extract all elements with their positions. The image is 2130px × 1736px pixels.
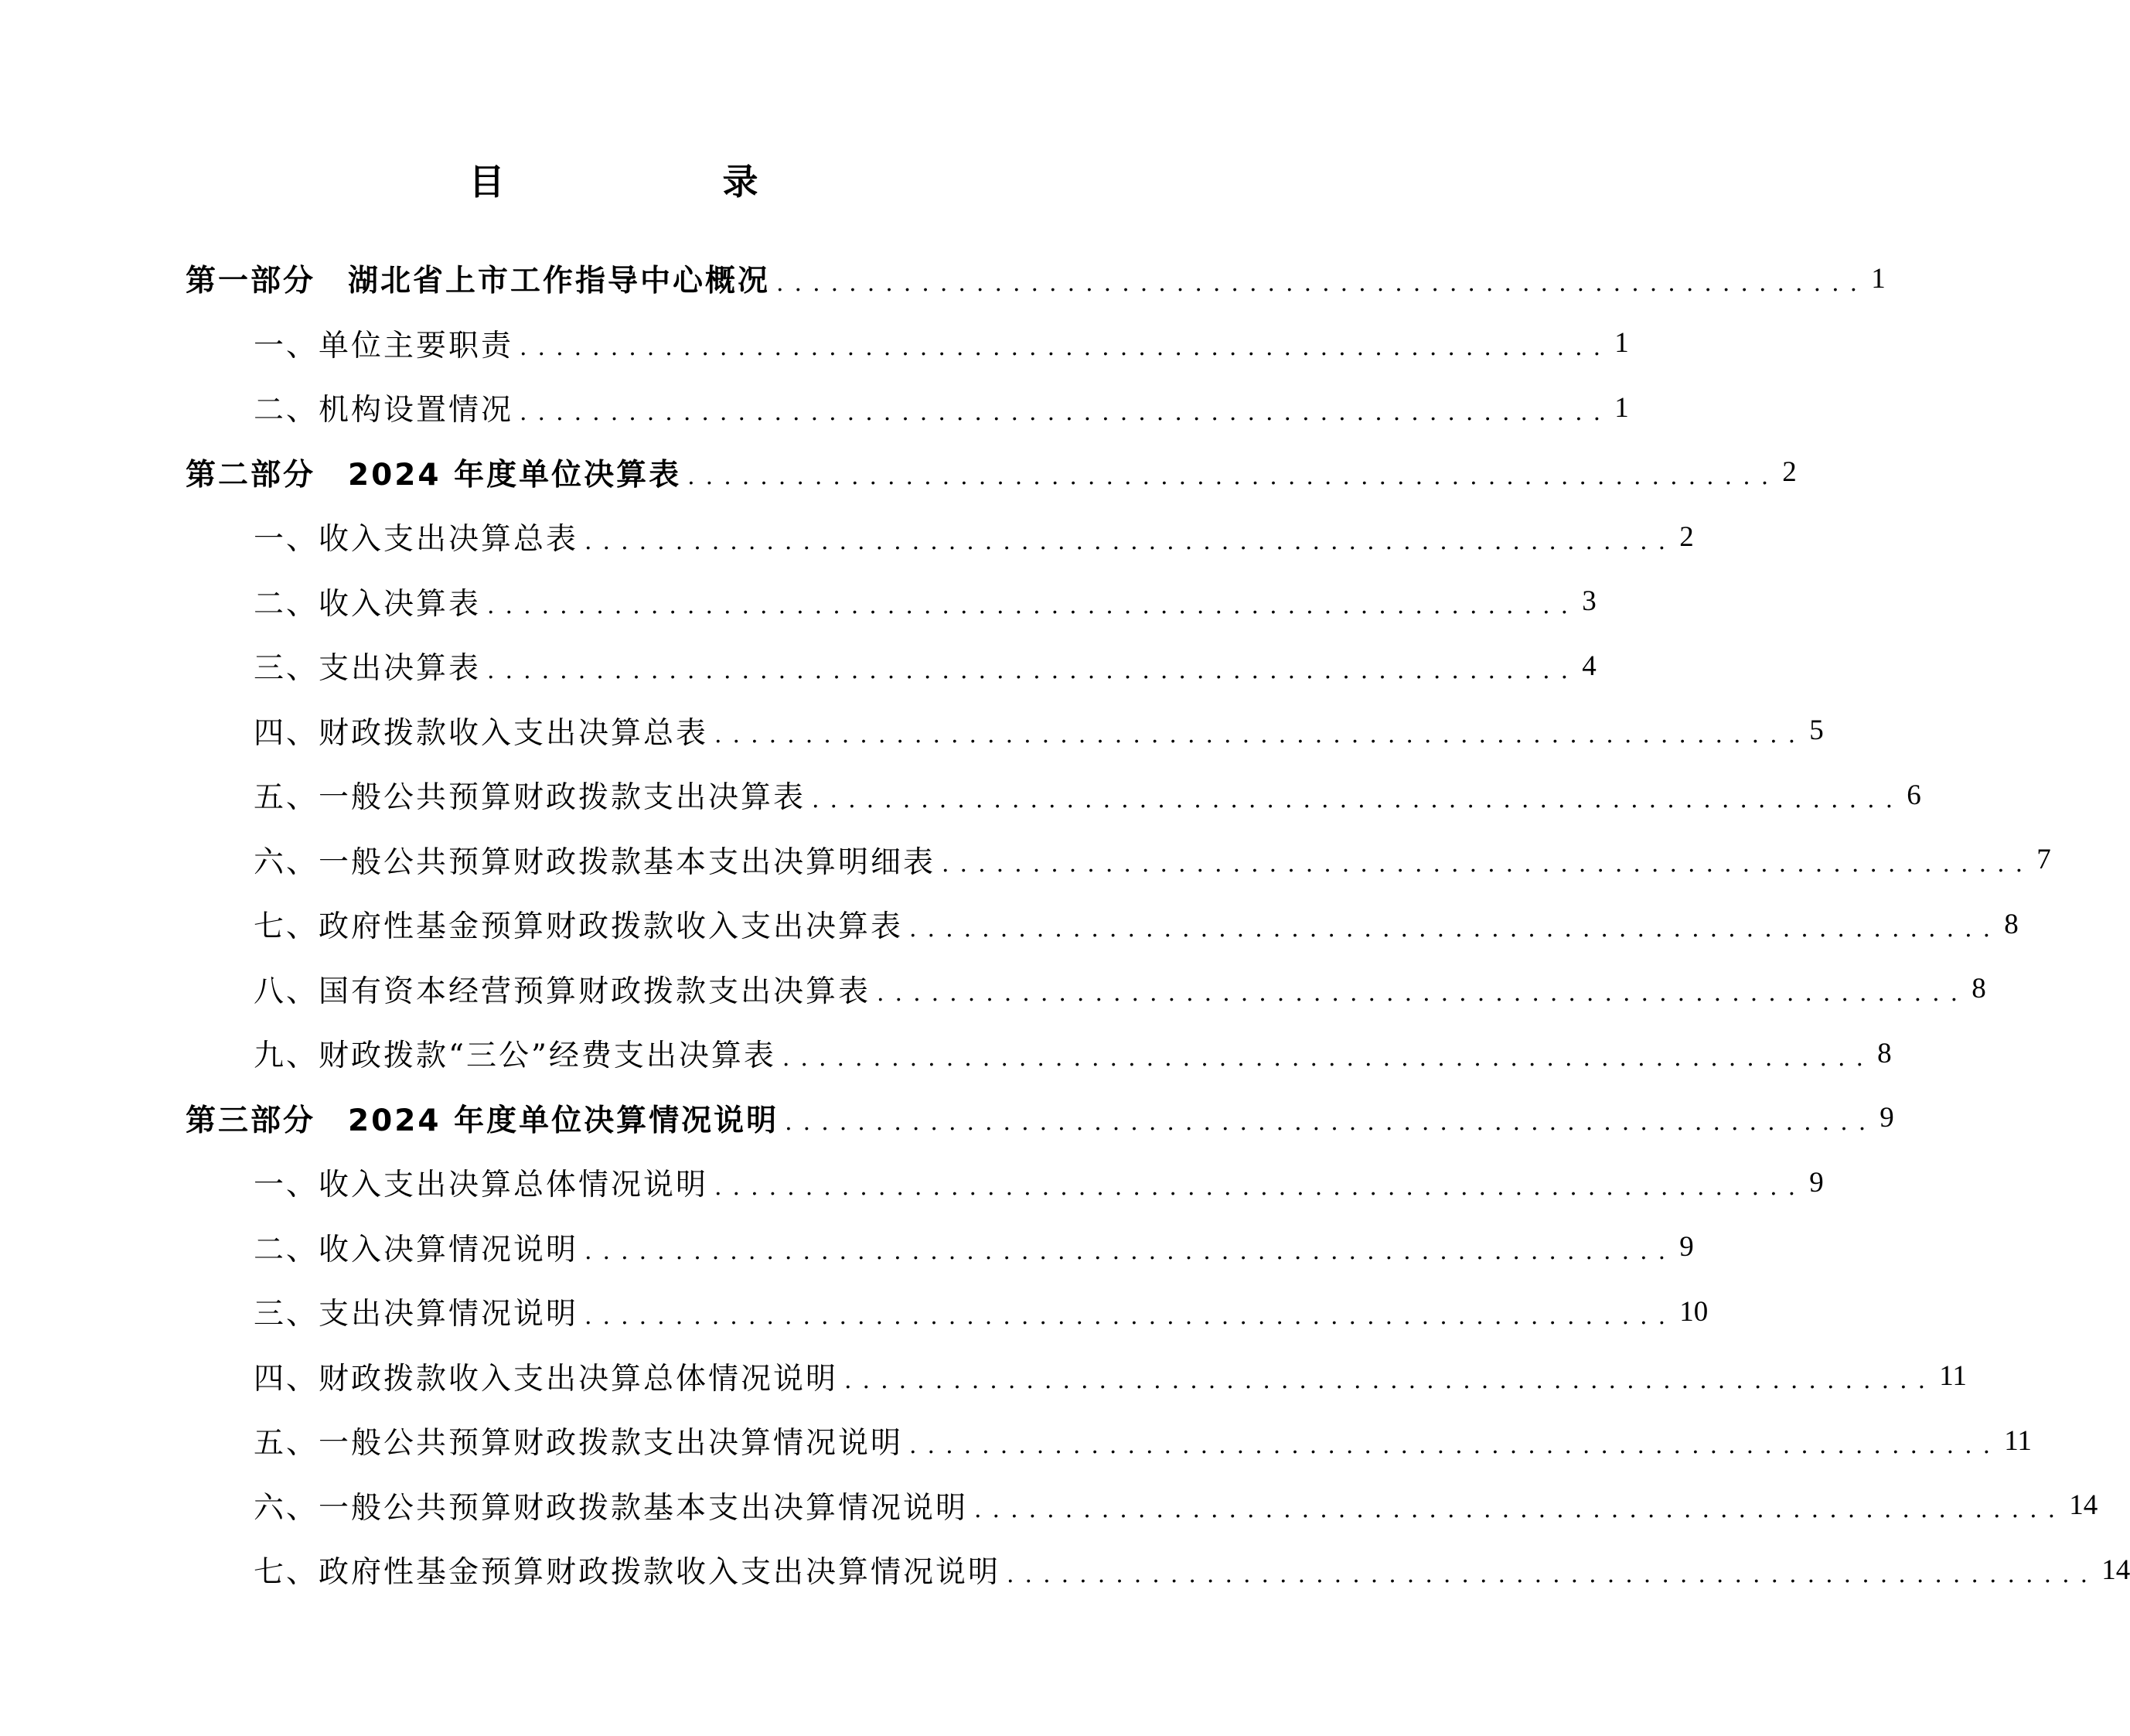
toc-page-number: 14 [2069, 1489, 2098, 1521]
toc-section-entry[interactable] [254, 762, 1921, 827]
toc-entry-label: 六、一般公共预算财政拨款基本支出决算明细表 [254, 844, 936, 880]
toc-section-entry[interactable] [254, 311, 1629, 376]
toc-page-number: 11 [1939, 1360, 1967, 1392]
toc-page-number: 2 [1679, 520, 1694, 553]
toc-page-number: 6 [1907, 779, 1921, 811]
toc-section-entry[interactable] [254, 892, 2019, 957]
toc-page-number: 5 [1809, 715, 1824, 746]
toc-entry-label: 四、财政拨款收入支出决算总表 [254, 715, 709, 751]
toc-page-number: 14 [2101, 1554, 2130, 1586]
toc-entry-label: 第一部分 湖北省上市工作指导中心概况 [186, 264, 771, 298]
toc-dot-leader: ............................................................ [877, 980, 1969, 1007]
toc-entry-label: 一、单位主要职责 [254, 328, 514, 363]
toc-entry-label: 五、一般公共预算财政拨款支出决算表 [254, 780, 806, 815]
toc-entry-label: 九、财政拨款“三公”经费支出决算表 [254, 1039, 776, 1073]
toc-page-number: 8 [2004, 908, 2019, 940]
toc-page-number: 7 [2036, 844, 2051, 875]
toc-dot-leader: ............................................................ [487, 592, 1580, 619]
toc-entry-label: 一、收入支出决算总表 [254, 522, 579, 557]
toc-entry-label: 四、财政拨款收入支出决算总体情况说明 [254, 1361, 839, 1397]
toc-dot-leader: ............................................................ [520, 334, 1612, 361]
toc-entry-label: 七、政府性基金预算财政拨款收入支出决算情况说明 [254, 1555, 1001, 1590]
page-title: 目 录 [469, 161, 850, 203]
toc-dot-leader: ............................................................ [782, 1044, 1875, 1072]
toc-entry-label: 七、政府性基金预算财政拨款收入支出决算表 [254, 909, 904, 944]
toc-dot-leader: ............................................................ [812, 786, 1904, 813]
toc-section-entry[interactable] [254, 1537, 2130, 1602]
toc-dot-leader: ............................................................ [714, 721, 1807, 749]
toc-dot-leader: ............................................................ [909, 915, 2002, 943]
toc-dot-leader: ............................................................ [520, 398, 1612, 426]
toc-dot-leader: ............................................................ [487, 657, 1580, 684]
toc-page-number: 4 [1582, 650, 1597, 682]
toc-entry-label: 八、国有资本经营预算财政拨款支出决算表 [254, 974, 871, 1009]
toc-entry-label: 第二部分 2024 年度单位决算表 [186, 457, 682, 493]
toc-dot-leader: ............................................................ [942, 851, 2034, 878]
toc-page-number: 9 [1809, 1166, 1824, 1199]
toc-section-entry[interactable] [254, 1150, 1824, 1215]
toc-dot-leader: ............................................................ [844, 1367, 1937, 1394]
toc-page-number: 10 [1679, 1295, 1709, 1328]
toc-dot-leader: ............................................................ [776, 269, 1869, 297]
toc-dot-leader: ............................................................ [584, 1238, 1677, 1265]
toc-entry-label: 三、支出决算表 [254, 651, 482, 686]
toc-page-number: 9 [1679, 1231, 1694, 1263]
toc-dot-leader: ............................................................ [584, 1302, 1677, 1330]
toc-entry-label: 五、一般公共预算财政拨款支出决算情况说明 [254, 1426, 904, 1461]
toc-page-number: 8 [1877, 1037, 1892, 1069]
toc-page-number: 1 [1871, 262, 1886, 295]
toc-section-entry[interactable] [254, 1215, 1694, 1280]
toc-section-entry[interactable] [254, 957, 1986, 1021]
toc-entry-label: 一、收入支出决算总体情况说明 [254, 1168, 709, 1202]
toc-dot-leader: ............................................................ [687, 463, 1780, 490]
toc-part-entry[interactable] [186, 440, 1797, 505]
toc-section-entry[interactable] [254, 698, 1824, 763]
toc-section-entry[interactable] [254, 1279, 1709, 1344]
toc-dot-leader: ............................................................ [974, 1496, 2067, 1523]
toc-entry-label: 二、收入决算表 [254, 586, 482, 622]
toc-part-entry[interactable] [186, 246, 1886, 311]
toc-section-entry[interactable] [254, 375, 1629, 440]
toc-section-entry[interactable] [254, 633, 1597, 698]
toc-dot-leader: ............................................................ [785, 1109, 1877, 1136]
toc-section-entry[interactable] [254, 1408, 2032, 1473]
toc-page-number: 11 [2004, 1424, 2032, 1457]
toc-dot-leader: ............................................................ [714, 1173, 1807, 1201]
toc-entry-label: 二、机构设置情况 [254, 393, 514, 428]
toc-section-entry[interactable] [254, 1021, 1892, 1086]
toc-section-entry[interactable] [254, 1473, 2098, 1538]
toc-section-entry[interactable] [254, 504, 1694, 569]
toc-section-entry[interactable] [254, 569, 1597, 634]
toc-entry-label: 第三部分 2024 年度单位决算情况说明 [186, 1103, 779, 1138]
toc-dot-leader: ............................................................ [584, 527, 1677, 555]
toc-entry-label: 三、支出决算情况说明 [254, 1297, 579, 1332]
toc-section-entry[interactable] [254, 1344, 1967, 1409]
toc-page-number: 1 [1614, 391, 1629, 424]
toc-section-entry[interactable] [254, 827, 2051, 892]
toc-entry-label: 二、收入决算情况说明 [254, 1232, 579, 1267]
toc-page-number: 8 [1972, 973, 1986, 1004]
toc-page-number: 9 [1880, 1102, 1894, 1134]
toc-dot-leader: ............................................................ [1007, 1560, 2099, 1588]
toc-dot-leader: ............................................................ [909, 1431, 2002, 1459]
toc-page-number: 1 [1614, 327, 1629, 359]
toc-part-entry[interactable] [186, 1086, 1894, 1151]
toc-entry-label: 六、一般公共预算财政拨款基本支出决算情况说明 [254, 1490, 969, 1526]
toc-page-number: 2 [1782, 456, 1797, 488]
toc-page-number: 3 [1582, 585, 1597, 617]
